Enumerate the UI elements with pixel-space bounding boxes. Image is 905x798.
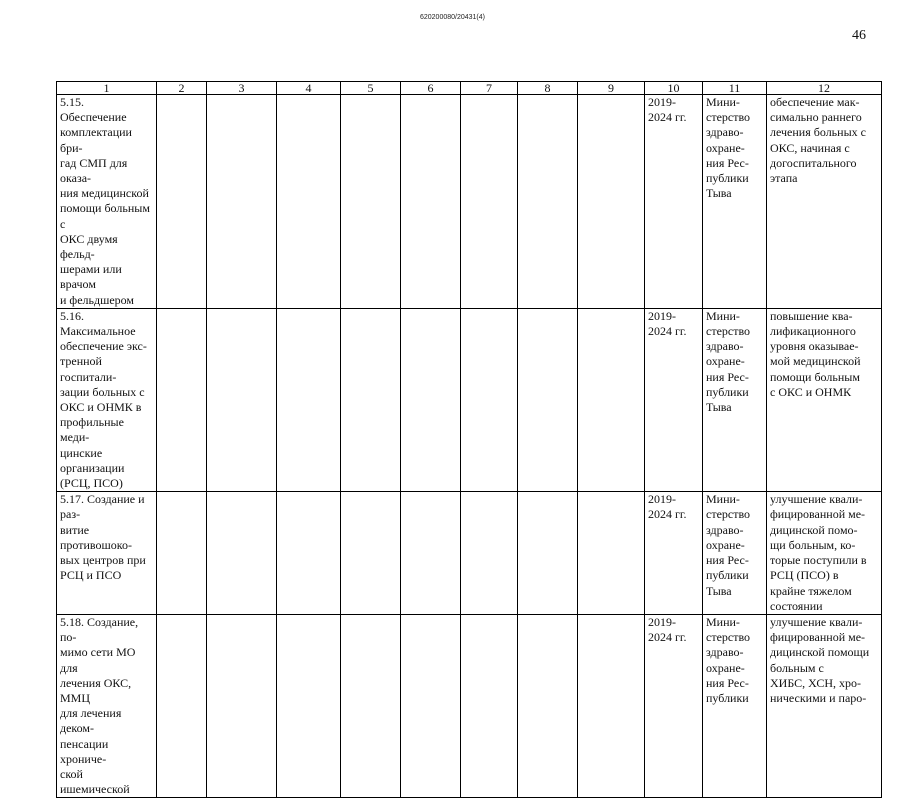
empty-cell [578, 308, 645, 491]
empty-cell [518, 308, 578, 491]
table-row [57, 492, 882, 615]
empty-cell [157, 492, 207, 615]
result-cell [767, 308, 882, 491]
column-header: 3 [207, 82, 277, 95]
empty-cell [518, 492, 578, 615]
empty-cell [461, 614, 518, 797]
result-text: повышение ква- лификационного уровня оказывае- мой медицинской помощи больным с ОКС и ОНМК [770, 308, 861, 399]
measures-table [56, 81, 882, 798]
column-header: 7 [461, 82, 518, 95]
period-text: 2019- 2024 гг. [648, 308, 687, 339]
empty-cell [157, 95, 207, 309]
empty-cell [157, 614, 207, 797]
result-cell [767, 492, 882, 615]
period-text: 2019- 2024 гг. [648, 492, 687, 522]
responsible-text: Мини- стерство здраво- охране- ния Рес- публики Тыва [706, 308, 751, 415]
column-header: 8 [518, 82, 578, 95]
activity-cell [57, 95, 157, 309]
period-cell [645, 614, 703, 797]
empty-cell [461, 95, 518, 309]
responsible-cell [703, 308, 767, 491]
column-number-row [57, 82, 882, 95]
empty-cell [277, 95, 341, 309]
activity-text: 5.16. Максимальное обеспечение экс- тренной госпитали- зации больных с ОКС и ОНМК в профильные меди- цинские организации (РСЦ, ПСО) [60, 308, 147, 491]
column-header: 11 [703, 82, 767, 95]
activity-text: 5.15. Обеспечение комплектации бри- гад СМП для оказа- ния медицинской помощи больным с ОКС двумя фельд- шерами или врачом и фельдшером [60, 95, 150, 307]
empty-cell [518, 95, 578, 309]
column-header: 1 [57, 82, 157, 95]
table-row [57, 308, 882, 491]
page-number: 46 [852, 28, 866, 43]
empty-cell [341, 95, 401, 309]
empty-cell [277, 492, 341, 615]
activity-text: 5.18. Создание, по- мимо сети МО для лечения ОКС, ММЦ для лечения деком- пенсации хрониче- ской ишемической [60, 614, 139, 797]
column-header: 9 [578, 82, 645, 95]
period-cell [645, 308, 703, 491]
responsible-text: Мини- стерство здраво- охране- ния Рес- публики Тыва [706, 95, 751, 201]
period-text: 2019- 2024 гг. [648, 614, 687, 645]
result-text: улучшение квали- фицированной ме- дицинской помощи больным с ХИБС, ХСН, хро- ническими и паро- [770, 614, 870, 705]
empty-cell [461, 308, 518, 491]
result-text: улучшение квали- фицированной ме- дицинской помо- щи больным, ко- торые поступили в РСЦ (ПСО) в крайне тяжелом состоянии [770, 492, 867, 613]
empty-cell [401, 95, 461, 309]
empty-cell [207, 95, 277, 309]
empty-cell [277, 308, 341, 491]
empty-cell [518, 614, 578, 797]
empty-cell [401, 308, 461, 491]
column-header: 10 [645, 82, 703, 95]
empty-cell [207, 308, 277, 491]
empty-cell [341, 308, 401, 491]
empty-cell [578, 95, 645, 309]
document-code: 620200080/20431(4) [419, 14, 485, 21]
column-header: 12 [767, 82, 882, 95]
activity-cell [57, 614, 157, 797]
empty-cell [277, 614, 341, 797]
empty-cell [341, 614, 401, 797]
period-cell [645, 492, 703, 615]
activity-cell [57, 308, 157, 491]
column-header: 4 [277, 82, 341, 95]
responsible-text: Мини- стерство здраво- охране- ния Рес- публики [706, 614, 751, 705]
column-header: 6 [401, 82, 461, 95]
empty-cell [401, 614, 461, 797]
empty-cell [341, 492, 401, 615]
empty-cell [207, 492, 277, 615]
empty-cell [157, 308, 207, 491]
responsible-text: Мини- стерство здраво- охране- ния Рес- публики Тыва [706, 492, 751, 598]
result-cell [767, 95, 882, 309]
empty-cell [578, 614, 645, 797]
responsible-cell [703, 614, 767, 797]
result-text: обеспечение мак- симально раннего лечения больных с ОКС, начиная с догоспитального этапа [770, 95, 866, 186]
period-cell [645, 95, 703, 309]
column-header: 2 [157, 82, 207, 95]
column-header: 5 [341, 82, 401, 95]
activity-cell [57, 492, 157, 615]
period-text: 2019- 2024 гг. [648, 95, 687, 125]
table-row [57, 614, 882, 797]
empty-cell [578, 492, 645, 615]
empty-cell [207, 614, 277, 797]
responsible-cell [703, 492, 767, 615]
result-cell [767, 614, 882, 797]
empty-cell [461, 492, 518, 615]
empty-cell [401, 492, 461, 615]
activity-text: 5.17. Создание и раз- витие противошоко- вых центров при РСЦ и ПСО [60, 492, 146, 583]
responsible-cell [703, 95, 767, 309]
table-row [57, 95, 882, 309]
